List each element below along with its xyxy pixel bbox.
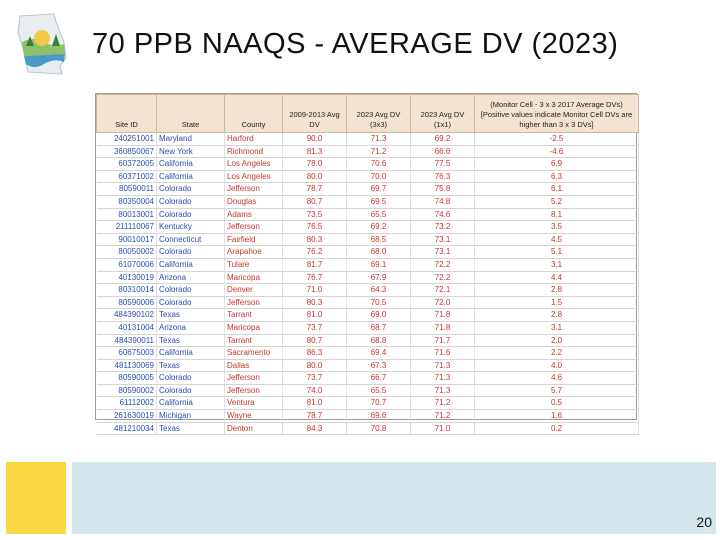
- cell-state: California: [157, 347, 225, 360]
- cell-county: Tulare: [225, 258, 283, 271]
- cell-site-id: 61112002: [97, 397, 157, 410]
- cell-site-id: 80013001: [97, 208, 157, 221]
- cell-difference: 6.1: [475, 183, 639, 196]
- cell-difference: 0.5: [475, 397, 639, 410]
- cell-2023-avg-dv-1x1: 71.3: [411, 384, 475, 397]
- cell-2023-avg-dv-1x1: 71.0: [411, 422, 475, 435]
- cell-2023-avg-dv-3x3: 69.1: [347, 258, 411, 271]
- cell-county: Jefferson: [225, 384, 283, 397]
- cell-difference: 5.1: [475, 246, 639, 259]
- cell-site-id: 484390102: [97, 309, 157, 322]
- cell-2023-avg-dv-1x1: 74.6: [411, 208, 475, 221]
- ozone-dv-table-image: [95, 93, 637, 433]
- header-site-id: Site ID: [97, 95, 157, 133]
- table-row: [97, 221, 639, 234]
- cell-site-id: 60372005: [97, 158, 157, 171]
- cell-county: Dallas: [225, 359, 283, 372]
- cell-state: Maryland: [157, 133, 225, 146]
- cell-2023-avg-dv-1x1: 71.2: [411, 410, 475, 423]
- cell-2023-avg-dv-3x3: 68.5: [347, 233, 411, 246]
- cell-2009-2013-avg-dv: 80.7: [283, 195, 347, 208]
- table-row: [97, 309, 639, 322]
- cell-2023-avg-dv-1x1: 71.3: [411, 372, 475, 385]
- table-row: [97, 183, 639, 196]
- cell-2023-avg-dv-1x1: 71.7: [411, 334, 475, 347]
- cell-state: Colorado: [157, 246, 225, 259]
- cell-state: Michigan: [157, 410, 225, 423]
- table-row: [97, 422, 639, 435]
- cell-site-id: 40131004: [97, 321, 157, 334]
- cell-state: Texas: [157, 309, 225, 322]
- cell-state: Colorado: [157, 195, 225, 208]
- cell-county: Douglas: [225, 195, 283, 208]
- cell-difference: 3.5: [475, 221, 639, 234]
- table-row: [97, 397, 639, 410]
- cell-county: Maricopa: [225, 321, 283, 334]
- cell-2009-2013-avg-dv: 73.5: [283, 208, 347, 221]
- table-row: [97, 246, 639, 259]
- cell-site-id: 240251001: [97, 133, 157, 146]
- cell-county: Jefferson: [225, 221, 283, 234]
- cell-2009-2013-avg-dv: 78.7: [283, 183, 347, 196]
- table-row: [97, 384, 639, 397]
- cell-site-id: 481210034: [97, 422, 157, 435]
- header-monitor-cell-difference: (Monitor Cell - 3 x 3 2017 Average DVs) [Positive values indicate Monitor Cell DVs are higher than 3 x 3 DVs]: [475, 95, 639, 133]
- cell-county: Wayne: [225, 410, 283, 423]
- table-row: [97, 145, 639, 158]
- cell-state: California: [157, 258, 225, 271]
- table-row: [97, 284, 639, 297]
- cell-state: Texas: [157, 359, 225, 372]
- cell-difference: 4.5: [475, 233, 639, 246]
- cell-difference: 3.1: [475, 321, 639, 334]
- cell-site-id: 60675003: [97, 347, 157, 360]
- table-row: [97, 133, 639, 146]
- cell-site-id: 90010017: [97, 233, 157, 246]
- cell-2023-avg-dv-1x1: 73.1: [411, 233, 475, 246]
- header-county: County: [225, 95, 283, 133]
- cell-site-id: 80590002: [97, 384, 157, 397]
- cell-2023-avg-dv-1x1: 71.2: [411, 397, 475, 410]
- cell-2023-avg-dv-3x3: 69.7: [347, 183, 411, 196]
- table-row: [97, 208, 639, 221]
- cell-2009-2013-avg-dv: 84.3: [283, 422, 347, 435]
- cell-2023-avg-dv-1x1: 72.2: [411, 258, 475, 271]
- cell-county: Fairfield: [225, 233, 283, 246]
- cell-2023-avg-dv-1x1: 72.1: [411, 284, 475, 297]
- cell-2009-2013-avg-dv: 76.5: [283, 221, 347, 234]
- cell-2023-avg-dv-3x3: 65.5: [347, 208, 411, 221]
- cell-2023-avg-dv-1x1: 72.0: [411, 296, 475, 309]
- table-row: [97, 334, 639, 347]
- cell-state: Connecticut: [157, 233, 225, 246]
- cell-site-id: 60371002: [97, 170, 157, 183]
- cell-state: Colorado: [157, 208, 225, 221]
- cell-site-id: 481130069: [97, 359, 157, 372]
- header-2023-avg-dv-1x1: 2023 Avg DV (1x1): [411, 95, 475, 133]
- header-2009-2013-avg-dv: 2009-2013 Avg DV: [283, 95, 347, 133]
- cell-site-id: 80590011: [97, 183, 157, 196]
- cell-2023-avg-dv-1x1: 71.6: [411, 347, 475, 360]
- cell-difference: 6.9: [475, 158, 639, 171]
- cell-2023-avg-dv-3x3: 64.3: [347, 284, 411, 297]
- cell-state: Kentucky: [157, 221, 225, 234]
- cell-2023-avg-dv-3x3: 69.6: [347, 410, 411, 423]
- page-title: 70 PPB NAAQS - AVERAGE DV (2023): [92, 28, 619, 60]
- cell-2023-avg-dv-3x3: 70.6: [347, 158, 411, 171]
- cell-2009-2013-avg-dv: 81.3: [283, 145, 347, 158]
- cell-2023-avg-dv-3x3: 67.3: [347, 359, 411, 372]
- cell-2009-2013-avg-dv: 80.0: [283, 170, 347, 183]
- header-state: State: [157, 95, 225, 133]
- cell-2023-avg-dv-3x3: 66.7: [347, 372, 411, 385]
- cell-2009-2013-avg-dv: 81.0: [283, 397, 347, 410]
- cell-2023-avg-dv-3x3: 68.7: [347, 321, 411, 334]
- cell-county: Ventura: [225, 397, 283, 410]
- cell-county: Tarrant: [225, 309, 283, 322]
- cell-2009-2013-avg-dv: 78.7: [283, 410, 347, 423]
- cell-state: Texas: [157, 422, 225, 435]
- cell-state: Arizona: [157, 271, 225, 284]
- cell-state: New York: [157, 145, 225, 158]
- cell-2023-avg-dv-3x3: 68.0: [347, 246, 411, 259]
- cell-site-id: 360850067: [97, 145, 157, 158]
- table-row: [97, 347, 639, 360]
- header-2023-avg-dv-3x3: 2023 Avg DV (3x3): [347, 95, 411, 133]
- table-row: [97, 271, 639, 284]
- table-row: [97, 258, 639, 271]
- ozone-dv-table: [96, 94, 639, 435]
- table-row: [97, 233, 639, 246]
- cell-difference: 2.8: [475, 309, 639, 322]
- cell-difference: 4.6: [475, 372, 639, 385]
- table-row: [97, 296, 639, 309]
- cell-county: Jefferson: [225, 372, 283, 385]
- cell-state: Colorado: [157, 384, 225, 397]
- cell-2023-avg-dv-1x1: 77.5: [411, 158, 475, 171]
- cell-county: Arapahoe: [225, 246, 283, 259]
- cell-difference: 6.3: [475, 170, 639, 183]
- cell-2023-avg-dv-3x3: 70.5: [347, 296, 411, 309]
- cell-2023-avg-dv-3x3: 70.7: [347, 397, 411, 410]
- cell-difference: 5.7: [475, 384, 639, 397]
- table-row: [97, 410, 639, 423]
- cell-county: Adams: [225, 208, 283, 221]
- cell-state: Colorado: [157, 284, 225, 297]
- cell-2009-2013-avg-dv: 80.3: [283, 233, 347, 246]
- cell-difference: 2.8: [475, 284, 639, 297]
- table-row: [97, 158, 639, 171]
- cell-2023-avg-dv-3x3: 71.2: [347, 145, 411, 158]
- cell-2023-avg-dv-3x3: 71.3: [347, 133, 411, 146]
- georgia-state-map-logo-icon: [14, 12, 70, 76]
- cell-2009-2013-avg-dv: 81.7: [283, 258, 347, 271]
- cell-site-id: 261630019: [97, 410, 157, 423]
- cell-county: Maricopa: [225, 271, 283, 284]
- cell-2009-2013-avg-dv: 76.7: [283, 271, 347, 284]
- cell-2023-avg-dv-1x1: 71.3: [411, 359, 475, 372]
- cell-difference: 8.1: [475, 208, 639, 221]
- cell-difference: -4.6: [475, 145, 639, 158]
- cell-2023-avg-dv-1x1: 75.8: [411, 183, 475, 196]
- footer-bar: [72, 462, 716, 534]
- cell-county: Jefferson: [225, 183, 283, 196]
- cell-2023-avg-dv-3x3: 69.0: [347, 309, 411, 322]
- table-header-row: [97, 95, 639, 133]
- cell-state: Colorado: [157, 372, 225, 385]
- cell-2009-2013-avg-dv: 71.0: [283, 284, 347, 297]
- cell-2023-avg-dv-1x1: 73.1: [411, 246, 475, 259]
- cell-state: Arizona: [157, 321, 225, 334]
- cell-2023-avg-dv-1x1: 69.2: [411, 133, 475, 146]
- cell-site-id: 61070006: [97, 258, 157, 271]
- cell-2023-avg-dv-3x3: 69.4: [347, 347, 411, 360]
- cell-2023-avg-dv-1x1: 72.2: [411, 271, 475, 284]
- cell-2009-2013-avg-dv: 73.7: [283, 372, 347, 385]
- cell-state: Colorado: [157, 296, 225, 309]
- cell-county: Los Angeles: [225, 158, 283, 171]
- cell-difference: -2.5: [475, 133, 639, 146]
- cell-2023-avg-dv-3x3: 65.5: [347, 384, 411, 397]
- cell-2023-avg-dv-1x1: 71.8: [411, 321, 475, 334]
- cell-difference: 1.6: [475, 410, 639, 423]
- cell-site-id: 484390011: [97, 334, 157, 347]
- cell-state: Colorado: [157, 183, 225, 196]
- cell-difference: 2.2: [475, 347, 639, 360]
- cell-site-id: 80590005: [97, 372, 157, 385]
- cell-2023-avg-dv-1x1: 76.3: [411, 170, 475, 183]
- cell-2023-avg-dv-1x1: 74.8: [411, 195, 475, 208]
- cell-site-id: 80350004: [97, 195, 157, 208]
- cell-difference: 0.2: [475, 422, 639, 435]
- cell-state: California: [157, 158, 225, 171]
- cell-2009-2013-avg-dv: 76.2: [283, 246, 347, 259]
- cell-2009-2013-avg-dv: 80.3: [283, 296, 347, 309]
- cell-2023-avg-dv-3x3: 69.2: [347, 221, 411, 234]
- cell-difference: 2.0: [475, 334, 639, 347]
- cell-2009-2013-avg-dv: 86.3: [283, 347, 347, 360]
- cell-2009-2013-avg-dv: 74.0: [283, 384, 347, 397]
- cell-site-id: 80310014: [97, 284, 157, 297]
- footer-accent-block: [6, 462, 66, 534]
- cell-county: Jefferson: [225, 296, 283, 309]
- cell-2023-avg-dv-1x1: 71.8: [411, 309, 475, 322]
- cell-site-id: 80590006: [97, 296, 157, 309]
- cell-site-id: 40130019: [97, 271, 157, 284]
- cell-county: Richmond: [225, 145, 283, 158]
- cell-2023-avg-dv-3x3: 70.8: [347, 422, 411, 435]
- cell-state: California: [157, 170, 225, 183]
- cell-2009-2013-avg-dv: 90.0: [283, 133, 347, 146]
- cell-2023-avg-dv-3x3: 70.0: [347, 170, 411, 183]
- cell-difference: 1.5: [475, 296, 639, 309]
- cell-county: Denton: [225, 422, 283, 435]
- cell-difference: 3.1: [475, 258, 639, 271]
- cell-2009-2013-avg-dv: 80.7: [283, 334, 347, 347]
- cell-2023-avg-dv-1x1: 66.6: [411, 145, 475, 158]
- page-number: 20: [696, 514, 712, 530]
- cell-county: Denver: [225, 284, 283, 297]
- cell-site-id: 80050002: [97, 246, 157, 259]
- cell-2009-2013-avg-dv: 73.7: [283, 321, 347, 334]
- table-row: [97, 195, 639, 208]
- cell-county: Tarrant: [225, 334, 283, 347]
- cell-difference: 4.0: [475, 359, 639, 372]
- cell-county: Sacramento: [225, 347, 283, 360]
- cell-2009-2013-avg-dv: 81.0: [283, 309, 347, 322]
- cell-state: California: [157, 397, 225, 410]
- cell-county: Los Angeles: [225, 170, 283, 183]
- cell-site-id: 211110067: [97, 221, 157, 234]
- cell-difference: 5.2: [475, 195, 639, 208]
- cell-2023-avg-dv-1x1: 73.2: [411, 221, 475, 234]
- cell-difference: 4.4: [475, 271, 639, 284]
- cell-2023-avg-dv-3x3: 69.5: [347, 195, 411, 208]
- cell-state: Texas: [157, 334, 225, 347]
- table-row: [97, 170, 639, 183]
- table-row: [97, 359, 639, 372]
- cell-county: Harford: [225, 133, 283, 146]
- cell-2023-avg-dv-3x3: 67.9: [347, 271, 411, 284]
- table-row: [97, 372, 639, 385]
- cell-2023-avg-dv-3x3: 68.8: [347, 334, 411, 347]
- table-row: [97, 321, 639, 334]
- cell-2009-2013-avg-dv: 80.0: [283, 359, 347, 372]
- cell-2009-2013-avg-dv: 78.0: [283, 158, 347, 171]
